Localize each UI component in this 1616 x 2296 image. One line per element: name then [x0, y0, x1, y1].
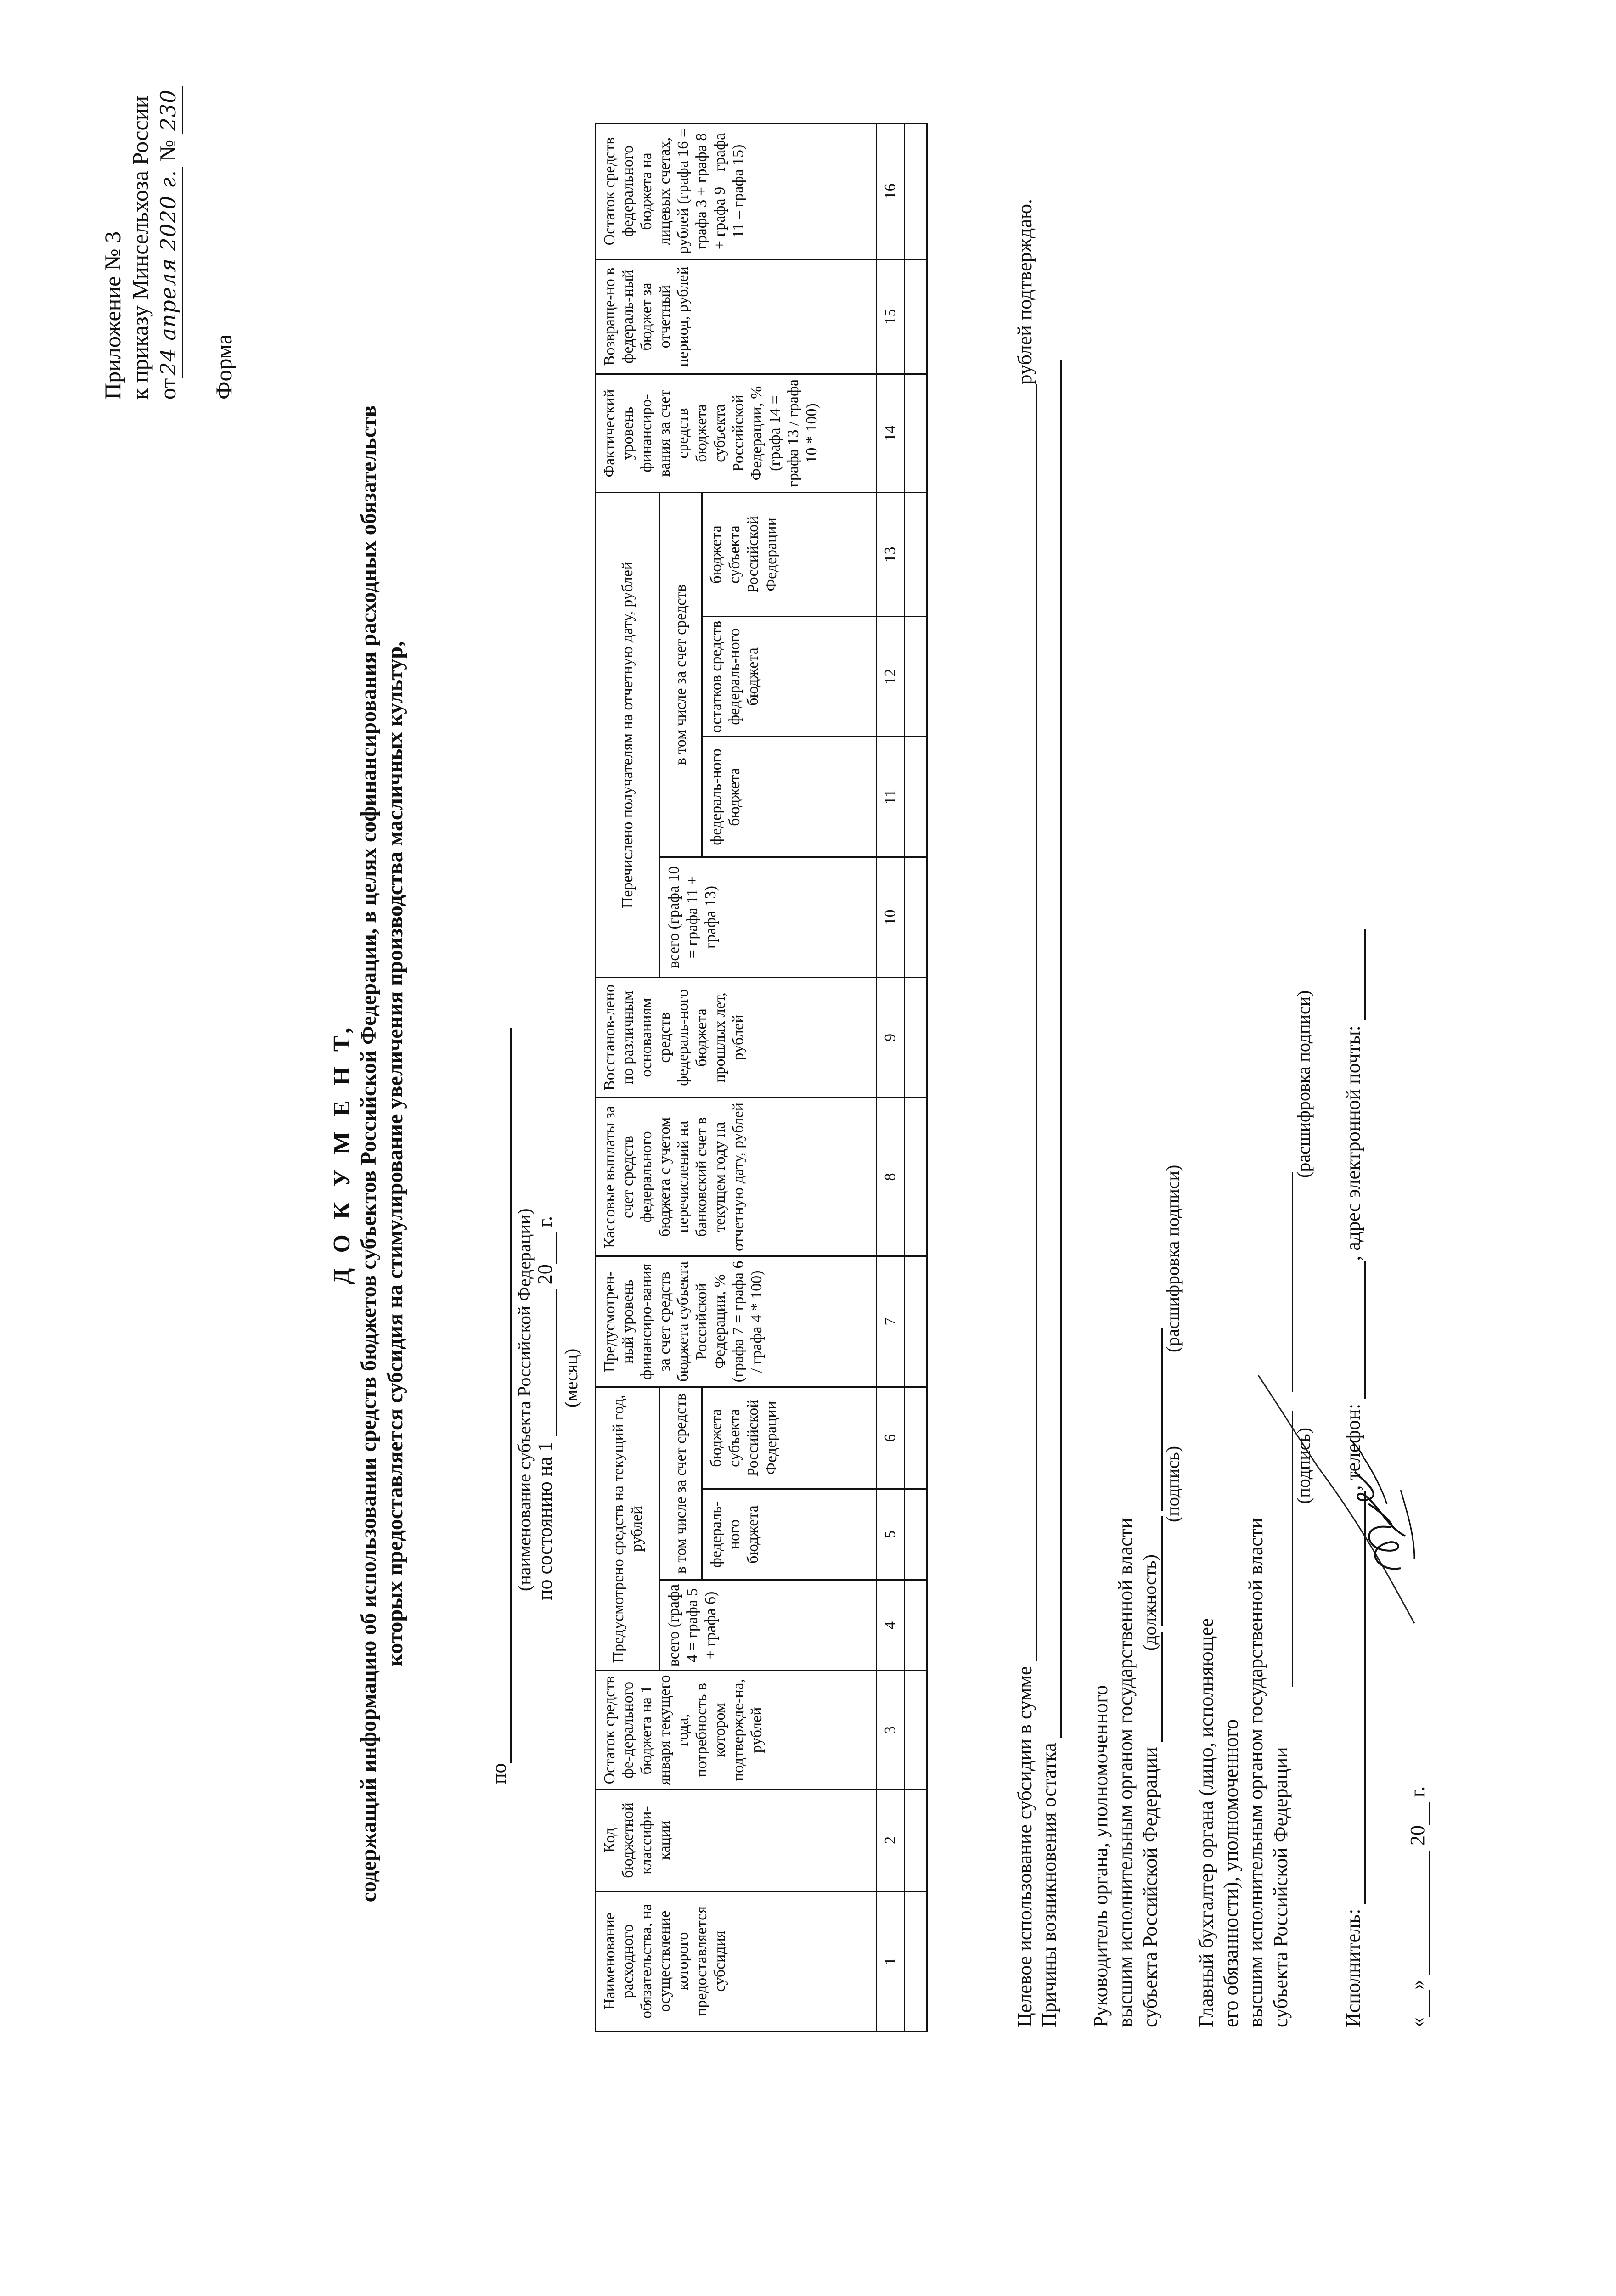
column-number: 15	[877, 259, 905, 374]
signature-icon	[1249, 1366, 1442, 1642]
target-use-suffix: рублей подтверждаю.	[1014, 199, 1036, 385]
header-col14: Фактический уровень финансиро-вания за счет средств бюджета субъекта Российской Федерации, % (графа 14 = графа 13 / графа 10 * 100)	[596, 374, 877, 493]
empty-cell	[905, 374, 927, 493]
subject-line	[487, 1028, 512, 1784]
head-decode-blank	[1141, 1328, 1163, 1511]
empty-cell	[905, 1580, 927, 1671]
empty-cell	[905, 1671, 927, 1790]
column-number: 5	[877, 1489, 905, 1580]
acc-line2: его обязанности), уполномоченного	[1220, 1719, 1242, 2027]
date-suffix: г.	[1406, 1786, 1429, 1797]
acc-line4-text: субъекта Российской Федерации	[1269, 1747, 1292, 2027]
column-number: 14	[877, 374, 905, 493]
head-caption-position: (должность)	[1139, 1554, 1160, 1651]
handwritten-signature	[1249, 1366, 1442, 1642]
header-col9: Восстанов-лено по различным основаниям средств федераль-ного бюджета прошлых лет, рублей	[596, 978, 877, 1098]
appendix-number-handwritten: 230	[154, 86, 183, 134]
month-blank-footer	[1408, 1851, 1430, 1975]
form-label: Форма	[211, 334, 236, 400]
subject-caption: (наименование субъекта Российской Федерации)	[514, 1208, 535, 1591]
column-number: 8	[877, 1098, 905, 1256]
acc-caption-decode: (расшифровка подписи)	[1293, 990, 1314, 1178]
column-number: 10	[877, 857, 905, 978]
acc-line1: Главный бухгалтер органа (лицо, исполняющее	[1195, 1618, 1217, 2027]
year-blank-footer	[1408, 1802, 1430, 1825]
header-col10: всего (графа 10 = графа 11 + графа 13)	[660, 857, 877, 978]
head-line3	[1138, 1328, 1163, 2027]
year-suffix: г.	[534, 1216, 556, 1227]
header-col11: федераль-ного бюджета	[702, 737, 877, 857]
column-number: 7	[877, 1256, 905, 1387]
year-part: 20	[534, 1264, 556, 1285]
empty-cell	[905, 1891, 927, 2032]
reasons-blank	[1040, 360, 1062, 1738]
month-caption: (месяц)	[561, 1348, 581, 1407]
target-use-prefix: Целевое использование субсидии в сумме	[1014, 1666, 1036, 2027]
header-planned-group: Предусмотрено средств на текущий год, рублей	[596, 1387, 660, 1671]
as-of-line	[533, 1216, 557, 1600]
column-number: 3	[877, 1671, 905, 1790]
empty-cell	[905, 617, 927, 737]
header-col8: Кассовые выплаты за счет средств федерального бюджета с учетом перечислений на банковский счет в текущем году на отчетную дату, рублей	[596, 1098, 877, 1256]
head-block	[1088, 1328, 1163, 2027]
executor-prefix: Исполнитель:	[1342, 1908, 1364, 2027]
empty-cell	[905, 1387, 927, 1489]
column-number: 12	[877, 617, 905, 737]
empty-cell	[905, 857, 927, 978]
head-line2: высшим исполнительным органом государственной власти	[1114, 1518, 1137, 2027]
date-open: «	[1406, 2017, 1429, 2027]
header-col13: бюджета субъекта Российской Федерации	[702, 493, 877, 617]
header-col5: федераль-ного бюджета	[702, 1489, 877, 1580]
day-blank	[1408, 1990, 1430, 2017]
column-number: 16	[877, 124, 905, 259]
header-col6: бюджета субъекта Российской Федерации	[702, 1387, 877, 1489]
empty-cell	[905, 124, 927, 259]
empty-cell	[905, 1790, 927, 1891]
reasons-prefix: Причины возникновения остатка	[1038, 1743, 1060, 2027]
empty-cell	[905, 1489, 927, 1580]
column-number-row	[877, 124, 905, 2032]
title-heading: Д О К У М Е Н Т,	[329, 1023, 355, 1285]
date-year: 20	[1406, 1825, 1429, 1846]
header-col4: всего (графа 4 = графа 5 + графа 6)	[660, 1580, 877, 1671]
report-table	[595, 123, 928, 2032]
empty-data-row	[905, 124, 927, 2032]
column-number: 9	[877, 978, 905, 1098]
empty-cell	[905, 493, 927, 617]
empty-cell	[905, 737, 927, 857]
header-col3: Остаток средств фе-дерального бюджета на 1 января текущего года, потребность в котором подтвержде-на, рублей	[596, 1671, 877, 1790]
header-transferred-incl: в том числе за счет средств	[660, 493, 702, 857]
year-blank	[536, 1232, 557, 1264]
as-of-prefix: по состоянию на 1	[534, 1441, 556, 1600]
title-line1: содержащий информацию об использовании средств бюджетов субъектов Российской Федерации, в целях софинансирования расходных обязательств	[356, 405, 381, 1902]
document-title	[328, 0, 409, 2296]
target-use-line	[1013, 199, 1037, 2027]
appendix-block	[99, 86, 237, 400]
empty-cell	[905, 259, 927, 374]
reasons-line	[1037, 360, 1062, 2027]
subject-blank	[490, 1028, 512, 1763]
header-col16: Остаток средств федерального бюджета на лицевых счетах, рублей (графа 16 = графа 3 + графа 8 + графа 9 – графа 11 – графа 15)	[596, 124, 877, 259]
column-number: 2	[877, 1790, 905, 1891]
head-caption-decode: (расшифровка подписи)	[1162, 1165, 1183, 1352]
header-col7: Предусмотрен-ный уровень финансиро-вания за счет средств бюджета субъекта Российской Федерации, % (графа 7 = графа 6 / графа 4 * 100)	[596, 1256, 877, 1387]
email-label: , адрес электронной почты:	[1342, 1025, 1364, 1261]
header-col2: Код бюджетной классифи-кации	[596, 1790, 877, 1891]
column-number: 13	[877, 493, 905, 617]
title-line2: которых предоставляется субсидия на стимулирование увеличения производства масличных культур,	[383, 641, 407, 1666]
appendix-number-prefix: №	[155, 139, 180, 162]
column-number: 11	[877, 737, 905, 857]
date-close: »	[1406, 1980, 1429, 1990]
header-col1: Наименование расходного обязательства, на осуществление которого предоставляется субсидия	[596, 1891, 877, 2032]
header-planned-incl: в том числе за счет средств	[660, 1387, 702, 1580]
appendix-line1: Приложение № 3	[100, 231, 125, 400]
head-line3-text: субъекта Российской Федерации	[1139, 1747, 1161, 2027]
head-caption-signature: (подпись)	[1162, 1446, 1183, 1522]
header-col12: остатков средств федераль-ного бюджета	[702, 617, 877, 737]
acc-decode-blank	[1272, 1172, 1293, 1392]
subject-prefix: по	[488, 1763, 510, 1784]
acc-caption-signature: (подпись)	[1293, 1427, 1314, 1504]
appendix-line3	[154, 86, 183, 400]
target-use-blank	[1016, 384, 1037, 1661]
phone-label: , телефон:	[1342, 1403, 1364, 1491]
head-line1: Руководитель органа, уполномоченного	[1089, 1685, 1112, 2027]
appendix-date-prefix: от	[155, 378, 180, 400]
appendix-date-handwritten: 24 апреля 2020 г.	[154, 167, 183, 378]
acc-line3: высшим исполнительным органом государственной власти	[1244, 1518, 1267, 2027]
column-number: 1	[877, 1891, 905, 2032]
empty-cell	[905, 978, 927, 1098]
header-transferred-group: Перечислено получателям на отчетную дату, рублей	[596, 493, 660, 978]
column-number: 4	[877, 1580, 905, 1671]
email-blank	[1344, 929, 1366, 1020]
month-blank	[536, 1289, 557, 1436]
empty-cell	[905, 1256, 927, 1387]
header-col15: Возвраще-но в федераль-ный бюджет за отчетный период, рублей	[596, 259, 877, 374]
date-line	[1405, 1786, 1430, 2027]
column-number: 6	[877, 1387, 905, 1489]
appendix-line2: к приказу Минсельхоза России	[127, 96, 153, 400]
empty-cell	[905, 1098, 927, 1256]
